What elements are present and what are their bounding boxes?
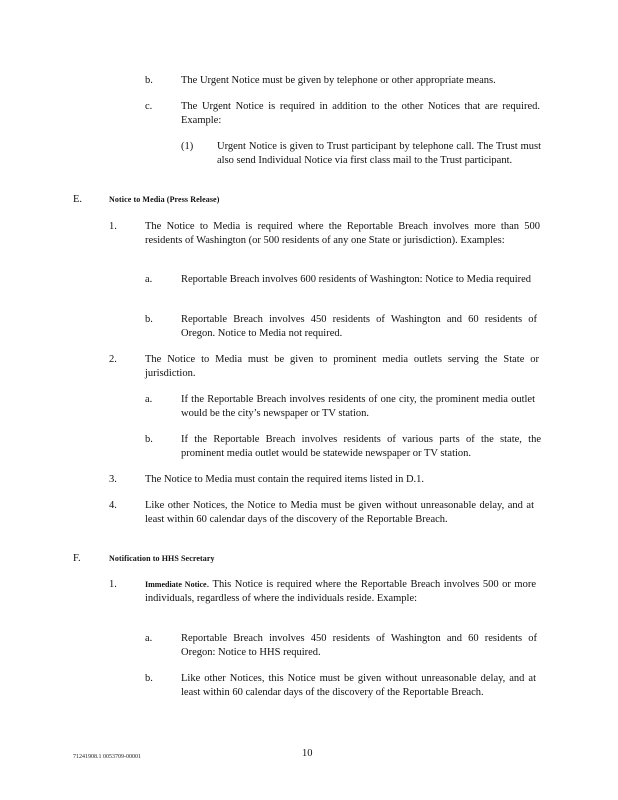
item-label: b.: [145, 434, 153, 445]
item-label: 1.: [109, 221, 117, 232]
paragraph: Reportable Breach involves 600 residents of Washington: Notice to Media required: [181, 274, 532, 285]
paragraph: Like other Notices, the Notice to Media must be given without unreasonable delay, and at least within 60 calendar days of the discovery of the Reportable Breach.: [145, 500, 534, 525]
paragraph: If the Reportable Breach involves residents of one city, the prominent media outlet would be the city’s newspaper or TV station.: [181, 394, 535, 419]
item-label: b.: [145, 673, 153, 684]
page-number: 10: [302, 748, 313, 759]
item-label: c.: [145, 101, 153, 112]
item-label: (1): [181, 141, 194, 152]
paragraph: [145, 578, 536, 605]
paragraph: Like other Notices, this Notice must be given without unreasonable delay, and at least within 60 calendar days of the discovery of the Reportable Breach.: [181, 673, 536, 698]
item-label: b.: [145, 314, 153, 325]
paragraph: The Notice to Media must be given to prominent media outlets serving the State or jurisdiction.: [145, 354, 539, 379]
section-heading: Notice to Media (Press Release): [109, 195, 220, 204]
paragraph: The Urgent Notice must be given by telephone or other appropriate means.: [181, 75, 496, 86]
item-label: a.: [145, 394, 153, 405]
lead-in: Immediate Notice: [145, 580, 207, 589]
document-id: 71241908.1 0053709-00001: [73, 754, 141, 760]
item-label: 4.: [109, 500, 117, 511]
paragraph: The Notice to Media must contain the required items listed in D.1.: [145, 474, 425, 485]
paragraph: Reportable Breach involves 450 residents of Washington and 60 residents of Oregon. Notice to Media not required.: [181, 314, 537, 339]
item-label: b.: [145, 75, 153, 86]
paragraph: If the Reportable Breach involves residents of various parts of the state, the prominent media outlet would be statewide newspaper or TV station.: [181, 434, 541, 459]
item-label: 1.: [109, 579, 117, 590]
item-label: a.: [145, 633, 153, 644]
paragraph: The Urgent Notice is required in addition to the other Notices that are required. Example:: [181, 101, 540, 126]
item-label: 2.: [109, 354, 117, 365]
item-label: a.: [145, 274, 153, 285]
item-label: 3.: [109, 474, 117, 485]
section-label: E.: [73, 194, 83, 205]
paragraph: Reportable Breach involves 450 residents of Washington and 60 residents of Oregon: Notice to HHS required.: [181, 633, 537, 658]
paragraph: Urgent Notice is given to Trust participant by telephone call. The Trust must also send Individual Notice via first class mail to the Trust participant.: [217, 141, 541, 166]
section-label: F.: [73, 553, 81, 564]
section-heading: Notification to HHS Secretary: [109, 554, 215, 563]
paragraph: The Notice to Media is required where the Reportable Breach involves more than 500 residents of Washington (or 500 residents of any one State or jurisdiction). Examples:: [145, 221, 540, 246]
paragraph-body: . This Notice is required where the Reportable Breach involves 500 or more individuals, regardless of where the individuals reside. Example:: [145, 579, 536, 604]
